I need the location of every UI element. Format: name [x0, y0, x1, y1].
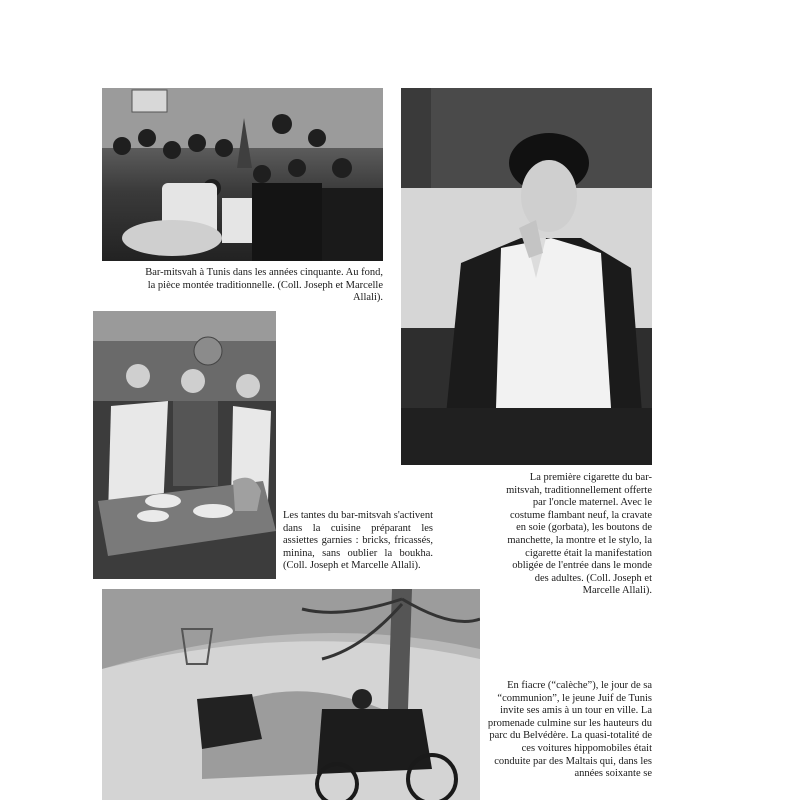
- photo-barmitsvah-group: [102, 88, 383, 261]
- photo-fiacre: [102, 589, 480, 800]
- photo-tantes-cuisine: [93, 311, 276, 579]
- caption-tantes-cuisine: Les tantes du bar-mitsvah s'activent dans la cuisine préparant les assiettes garnies : bricks, fricassés, minina, sans oublier la boukha. (Coll. Joseph et Marcelle Allali).: [283, 510, 433, 572]
- caption-premiere-cigarette: La première cigarette du bar-mitsvah, traditionnellement offerte par l'oncle maternel. Avec le costume flambant neuf, la cravate en soie (gorbata), les boutons de manchette, la montre et le stylo, la cigarette était la manifestation obligée de l'entrée dans le monde des adultes. (Coll. Joseph et Marcelle Allali).: [506, 472, 652, 597]
- caption-fiacre: En fiacre (“calèche”), le jour de sa “communion”, le jeune Juif de Tunis invite ses amis à un tour en ville. La promenade culmine sur les hauteurs du parc du Belvédère. La quasi-totalité de ces voitures hippomobiles était conduite par des Maltais qui, dans les années soixante se: [487, 680, 652, 780]
- photo-premiere-cigarette: [401, 88, 652, 465]
- caption-barmitsvah-tunis: Bar-mitsvah à Tunis dans les années cinquante. Au fond, la pièce montée traditionnelle. (Coll. Joseph et Marcelle Allali).: [145, 267, 383, 304]
